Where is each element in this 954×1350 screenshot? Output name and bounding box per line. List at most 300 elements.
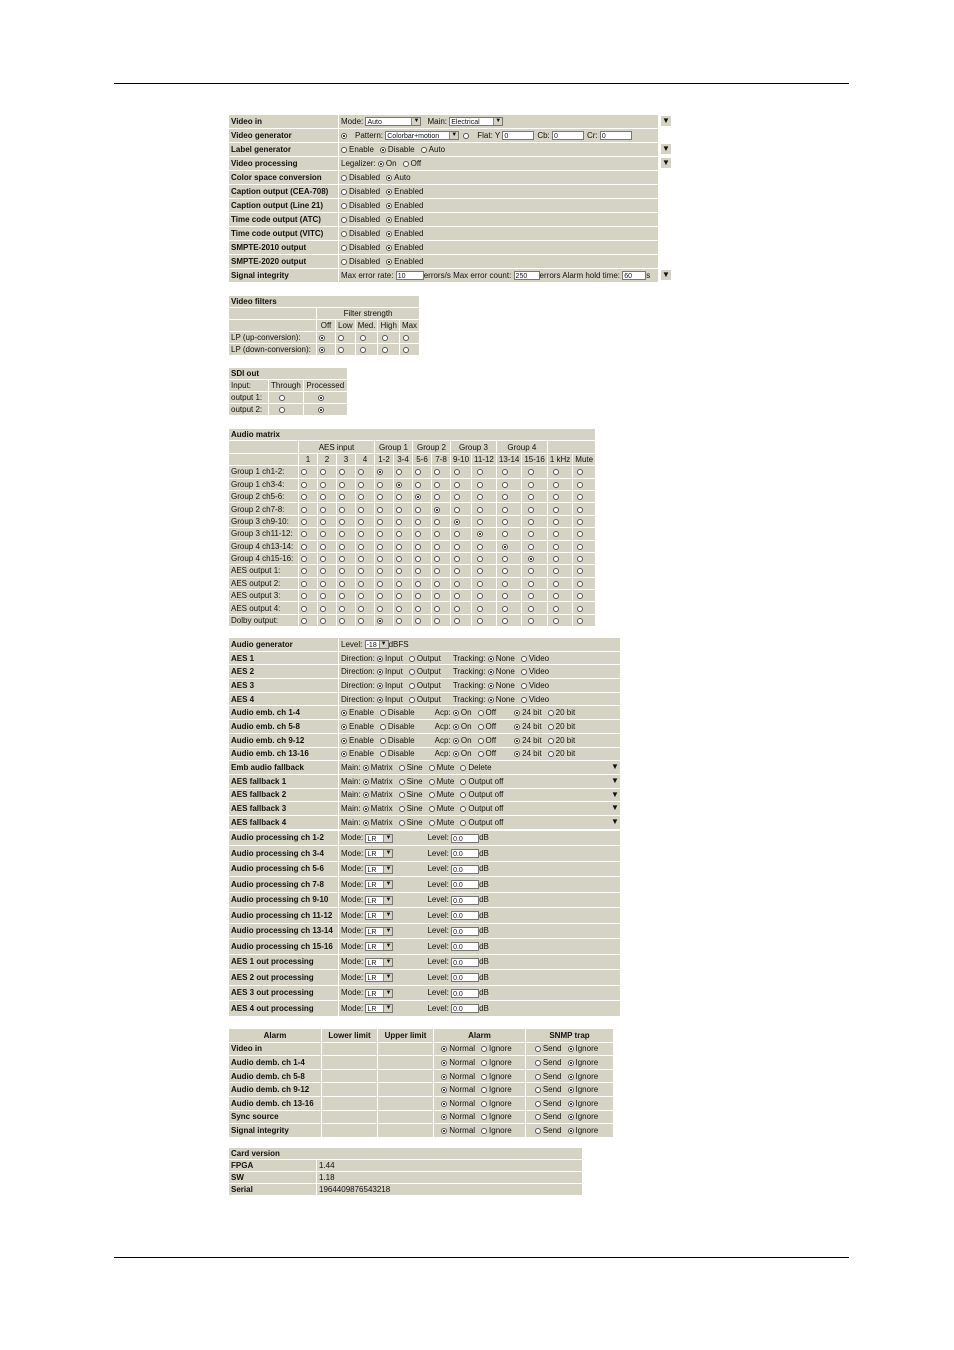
level-input[interactable]: 0.0 bbox=[451, 849, 479, 858]
radio-button-icon[interactable] bbox=[477, 544, 483, 550]
matrix-radio[interactable] bbox=[454, 480, 462, 489]
level-input[interactable]: 0.0 bbox=[451, 896, 479, 905]
matrix-radio[interactable] bbox=[528, 566, 536, 575]
matrix-radio[interactable] bbox=[301, 467, 309, 476]
radio-button-icon[interactable] bbox=[553, 606, 559, 612]
radio-button-icon[interactable] bbox=[568, 1060, 574, 1066]
radio-button-icon[interactable] bbox=[454, 544, 460, 550]
matrix-radio[interactable] bbox=[528, 616, 536, 625]
radio-option[interactable] bbox=[441, 1044, 475, 1053]
radio-button-icon[interactable] bbox=[338, 335, 344, 341]
radio-button-icon[interactable] bbox=[454, 469, 460, 475]
radio-option[interactable] bbox=[478, 749, 497, 758]
radio-button-icon[interactable] bbox=[548, 710, 554, 716]
radio-option[interactable] bbox=[548, 736, 576, 745]
radio-button-icon[interactable] bbox=[454, 531, 460, 537]
mode-select[interactable] bbox=[365, 1004, 393, 1013]
radio-option[interactable] bbox=[380, 708, 415, 717]
radio-option[interactable] bbox=[399, 763, 423, 772]
radio-option[interactable] bbox=[341, 229, 380, 238]
radio-button-icon[interactable] bbox=[502, 482, 508, 488]
radio-button-icon[interactable] bbox=[528, 469, 534, 475]
mode-select[interactable] bbox=[365, 973, 393, 982]
filter-radio[interactable] bbox=[360, 345, 368, 354]
matrix-radio[interactable] bbox=[301, 604, 309, 613]
matrix-radio[interactable] bbox=[320, 492, 328, 501]
radio-option[interactable] bbox=[363, 790, 393, 799]
radio-option[interactable] bbox=[460, 777, 503, 786]
triangle-down-icon[interactable]: ▼ bbox=[662, 116, 670, 125]
sdi-radio[interactable] bbox=[279, 405, 287, 414]
chevron-down-icon[interactable]: ▼ bbox=[383, 990, 392, 997]
radio-button-icon[interactable] bbox=[577, 568, 583, 574]
radio-button-icon[interactable] bbox=[396, 482, 402, 488]
radio-option[interactable] bbox=[386, 187, 423, 196]
radio-option[interactable] bbox=[399, 777, 423, 786]
radio-button-icon[interactable] bbox=[441, 1087, 447, 1093]
radio-button-icon[interactable] bbox=[396, 593, 402, 599]
radio-option[interactable] bbox=[568, 1044, 599, 1053]
radio-button-icon[interactable] bbox=[386, 217, 392, 223]
matrix-radio[interactable] bbox=[502, 554, 510, 563]
matrix-radio[interactable] bbox=[415, 579, 423, 588]
radio-button-icon[interactable] bbox=[341, 724, 347, 730]
radio-button-icon[interactable] bbox=[415, 519, 421, 525]
radio-button-icon[interactable] bbox=[339, 544, 345, 550]
radio-button-icon[interactable] bbox=[488, 669, 494, 675]
chevron-down-icon[interactable]: ▼ bbox=[383, 974, 392, 981]
mode-select[interactable] bbox=[365, 117, 421, 126]
level-select[interactable] bbox=[365, 640, 389, 649]
matrix-radio[interactable] bbox=[434, 554, 442, 563]
radio-option[interactable] bbox=[568, 1112, 599, 1121]
radio-button-icon[interactable] bbox=[377, 656, 383, 662]
matrix-radio[interactable] bbox=[528, 480, 536, 489]
radio-button-icon[interactable] bbox=[339, 556, 345, 562]
radio-option[interactable] bbox=[478, 708, 497, 717]
radio-button-icon[interactable] bbox=[568, 1128, 574, 1134]
radio-option[interactable] bbox=[481, 1112, 512, 1121]
sdi-radio[interactable] bbox=[318, 405, 326, 414]
radio-button-icon[interactable] bbox=[360, 335, 366, 341]
matrix-radio[interactable] bbox=[396, 579, 404, 588]
radio-button-icon[interactable] bbox=[521, 656, 527, 662]
radio-button-icon[interactable] bbox=[415, 606, 421, 612]
radio-button-icon[interactable] bbox=[301, 507, 307, 513]
radio-button-icon[interactable] bbox=[553, 618, 559, 624]
matrix-radio[interactable] bbox=[415, 604, 423, 613]
radio-button-icon[interactable] bbox=[502, 593, 508, 599]
mode-select[interactable] bbox=[365, 834, 393, 843]
radio-option[interactable] bbox=[377, 695, 403, 704]
radio-button-icon[interactable] bbox=[434, 581, 440, 587]
matrix-radio[interactable] bbox=[434, 604, 442, 613]
matrix-radio[interactable] bbox=[415, 480, 423, 489]
mode-select[interactable] bbox=[365, 989, 393, 998]
pattern-radio[interactable] bbox=[341, 131, 349, 140]
radio-option[interactable] bbox=[521, 667, 549, 676]
radio-button-icon[interactable] bbox=[382, 335, 388, 341]
matrix-radio[interactable] bbox=[577, 467, 585, 476]
radio-button-icon[interactable] bbox=[301, 556, 307, 562]
radio-button-icon[interactable] bbox=[396, 556, 402, 562]
radio-button-icon[interactable] bbox=[453, 710, 459, 716]
matrix-radio[interactable] bbox=[434, 529, 442, 538]
radio-option[interactable] bbox=[441, 1112, 475, 1121]
radio-button-icon[interactable] bbox=[386, 189, 392, 195]
matrix-radio[interactable] bbox=[477, 480, 485, 489]
matrix-radio[interactable] bbox=[577, 505, 585, 514]
radio-button-icon[interactable] bbox=[301, 544, 307, 550]
radio-option[interactable] bbox=[548, 749, 576, 758]
matrix-radio[interactable] bbox=[339, 467, 347, 476]
radio-button-icon[interactable] bbox=[481, 1087, 487, 1093]
radio-button-icon[interactable] bbox=[481, 1101, 487, 1107]
radio-button-icon[interactable] bbox=[339, 482, 345, 488]
radio-button-icon[interactable] bbox=[377, 556, 383, 562]
matrix-radio[interactable] bbox=[396, 492, 404, 501]
matrix-radio[interactable] bbox=[553, 616, 561, 625]
matrix-radio[interactable] bbox=[301, 554, 309, 563]
radio-button-icon[interactable] bbox=[358, 544, 364, 550]
radio-option[interactable] bbox=[377, 667, 403, 676]
count-input[interactable]: 250 bbox=[514, 271, 540, 280]
radio-option[interactable] bbox=[341, 736, 374, 745]
radio-button-icon[interactable] bbox=[528, 618, 534, 624]
radio-button-icon[interactable] bbox=[477, 581, 483, 587]
radio-button-icon[interactable] bbox=[301, 469, 307, 475]
radio-button-icon[interactable] bbox=[488, 656, 494, 662]
radio-button-icon[interactable] bbox=[320, 556, 326, 562]
radio-button-icon[interactable] bbox=[341, 259, 347, 265]
chevron-down-icon[interactable]: ▼ bbox=[449, 132, 458, 139]
radio-button-icon[interactable] bbox=[460, 765, 466, 771]
matrix-radio[interactable] bbox=[553, 492, 561, 501]
matrix-radio[interactable] bbox=[396, 505, 404, 514]
radio-option[interactable] bbox=[386, 215, 423, 224]
radio-button-icon[interactable] bbox=[320, 593, 326, 599]
matrix-radio[interactable] bbox=[339, 529, 347, 538]
radio-option[interactable] bbox=[409, 695, 441, 704]
radio-button-icon[interactable] bbox=[453, 751, 459, 757]
radio-button-icon[interactable] bbox=[301, 531, 307, 537]
radio-button-icon[interactable] bbox=[363, 820, 369, 826]
radio-button-icon[interactable] bbox=[409, 697, 415, 703]
radio-button-icon[interactable] bbox=[477, 618, 483, 624]
radio-button-icon[interactable] bbox=[396, 519, 402, 525]
filter-radio[interactable] bbox=[360, 333, 368, 342]
radio-button-icon[interactable] bbox=[577, 593, 583, 599]
radio-option[interactable] bbox=[478, 722, 497, 731]
matrix-radio[interactable] bbox=[434, 480, 442, 489]
radio-button-icon[interactable] bbox=[568, 1046, 574, 1052]
matrix-radio[interactable] bbox=[377, 566, 385, 575]
radio-button-icon[interactable] bbox=[441, 1101, 447, 1107]
chevron-down-icon[interactable]: ▼ bbox=[383, 959, 392, 966]
radio-button-icon[interactable] bbox=[553, 544, 559, 550]
matrix-radio[interactable] bbox=[415, 467, 423, 476]
radio-button-icon[interactable] bbox=[377, 606, 383, 612]
radio-option[interactable] bbox=[380, 749, 415, 758]
radio-button-icon[interactable] bbox=[380, 751, 386, 757]
radio-button-icon[interactable] bbox=[568, 1114, 574, 1120]
matrix-radio[interactable] bbox=[477, 604, 485, 613]
radio-button-icon[interactable] bbox=[502, 606, 508, 612]
radio-button-icon[interactable] bbox=[301, 581, 307, 587]
matrix-radio[interactable] bbox=[377, 529, 385, 538]
matrix-radio[interactable] bbox=[528, 604, 536, 613]
radio-button-icon[interactable] bbox=[535, 1101, 541, 1107]
radio-button-icon[interactable] bbox=[514, 738, 520, 744]
radio-option[interactable] bbox=[363, 804, 393, 813]
radio-button-icon[interactable] bbox=[553, 469, 559, 475]
matrix-radio[interactable] bbox=[320, 591, 328, 600]
radio-option[interactable] bbox=[378, 159, 397, 168]
radio-button-icon[interactable] bbox=[319, 335, 325, 341]
radio-button-icon[interactable] bbox=[409, 656, 415, 662]
radio-option[interactable] bbox=[441, 1126, 475, 1135]
matrix-radio[interactable] bbox=[320, 480, 328, 489]
triangle-down-icon[interactable]: ▼ bbox=[611, 789, 619, 799]
matrix-radio[interactable] bbox=[528, 492, 536, 501]
radio-button-icon[interactable] bbox=[415, 568, 421, 574]
radio-button-icon[interactable] bbox=[415, 593, 421, 599]
matrix-radio[interactable] bbox=[415, 591, 423, 600]
matrix-radio[interactable] bbox=[339, 566, 347, 575]
matrix-radio[interactable] bbox=[415, 566, 423, 575]
matrix-radio[interactable] bbox=[415, 554, 423, 563]
radio-button-icon[interactable] bbox=[502, 618, 508, 624]
radio-button-icon[interactable] bbox=[514, 751, 520, 757]
radio-option[interactable] bbox=[377, 681, 403, 690]
radio-button-icon[interactable] bbox=[301, 494, 307, 500]
radio-button-icon[interactable] bbox=[429, 792, 435, 798]
matrix-radio[interactable] bbox=[502, 542, 510, 551]
matrix-radio[interactable] bbox=[396, 517, 404, 526]
radio-button-icon[interactable] bbox=[434, 618, 440, 624]
radio-button-icon[interactable] bbox=[521, 697, 527, 703]
matrix-radio[interactable] bbox=[377, 616, 385, 625]
radio-button-icon[interactable] bbox=[358, 519, 364, 525]
cr-input[interactable]: 0 bbox=[600, 131, 632, 140]
matrix-radio[interactable] bbox=[415, 505, 423, 514]
radio-button-icon[interactable] bbox=[478, 751, 484, 757]
radio-button-icon[interactable] bbox=[553, 556, 559, 562]
radio-button-icon[interactable] bbox=[553, 507, 559, 513]
radio-option[interactable] bbox=[429, 777, 455, 786]
radio-option[interactable] bbox=[488, 695, 515, 704]
radio-option[interactable] bbox=[341, 257, 380, 266]
radio-option[interactable] bbox=[341, 722, 374, 731]
mode-select[interactable] bbox=[365, 865, 393, 874]
radio-button-icon[interactable] bbox=[477, 469, 483, 475]
chevron-down-icon[interactable]: ▼ bbox=[383, 897, 392, 904]
radio-button-icon[interactable] bbox=[378, 161, 384, 167]
radio-button-icon[interactable] bbox=[434, 531, 440, 537]
radio-button-icon[interactable] bbox=[502, 494, 508, 500]
radio-button-icon[interactable] bbox=[521, 669, 527, 675]
radio-button-icon[interactable] bbox=[341, 217, 347, 223]
matrix-radio[interactable] bbox=[553, 591, 561, 600]
matrix-radio[interactable] bbox=[528, 505, 536, 514]
radio-button-icon[interactable] bbox=[377, 531, 383, 537]
radio-button-icon[interactable] bbox=[434, 507, 440, 513]
radio-button-icon[interactable] bbox=[477, 494, 483, 500]
matrix-radio[interactable] bbox=[577, 554, 585, 563]
radio-button-icon[interactable] bbox=[301, 519, 307, 525]
radio-button-icon[interactable] bbox=[548, 751, 554, 757]
radio-option[interactable] bbox=[386, 243, 423, 252]
radio-option[interactable] bbox=[341, 215, 380, 224]
matrix-radio[interactable] bbox=[553, 542, 561, 551]
radio-option[interactable] bbox=[460, 818, 503, 827]
matrix-radio[interactable] bbox=[502, 467, 510, 476]
matrix-radio[interactable] bbox=[415, 492, 423, 501]
matrix-radio[interactable] bbox=[358, 554, 366, 563]
radio-option[interactable] bbox=[386, 257, 423, 266]
radio-option[interactable] bbox=[568, 1072, 599, 1081]
triangle-down-icon[interactable]: ▼ bbox=[662, 270, 670, 279]
radio-button-icon[interactable] bbox=[481, 1114, 487, 1120]
mode-select[interactable] bbox=[365, 896, 393, 905]
radio-option[interactable] bbox=[514, 708, 542, 717]
radio-button-icon[interactable] bbox=[377, 697, 383, 703]
triangle-down-icon[interactable]: ▼ bbox=[611, 803, 619, 813]
radio-button-icon[interactable] bbox=[320, 568, 326, 574]
chevron-down-icon[interactable]: ▼ bbox=[383, 912, 392, 919]
radio-button-icon[interactable] bbox=[454, 556, 460, 562]
matrix-radio[interactable] bbox=[320, 554, 328, 563]
radio-button-icon[interactable] bbox=[429, 765, 435, 771]
chevron-down-icon[interactable]: ▼ bbox=[493, 118, 502, 125]
radio-button-icon[interactable] bbox=[341, 175, 347, 181]
radio-button-icon[interactable] bbox=[320, 581, 326, 587]
radio-button-icon[interactable] bbox=[358, 618, 364, 624]
radio-button-icon[interactable] bbox=[434, 519, 440, 525]
radio-button-icon[interactable] bbox=[528, 482, 534, 488]
radio-button-icon[interactable] bbox=[320, 519, 326, 525]
radio-button-icon[interactable] bbox=[301, 593, 307, 599]
matrix-radio[interactable] bbox=[301, 517, 309, 526]
radio-button-icon[interactable] bbox=[339, 531, 345, 537]
chevron-down-icon[interactable]: ▼ bbox=[411, 118, 420, 125]
radio-button-icon[interactable] bbox=[481, 1060, 487, 1066]
matrix-radio[interactable] bbox=[301, 542, 309, 551]
filter-radio[interactable] bbox=[338, 333, 346, 342]
radio-option[interactable] bbox=[421, 145, 445, 154]
radio-option[interactable] bbox=[363, 818, 393, 827]
radio-button-icon[interactable] bbox=[320, 606, 326, 612]
radio-option[interactable] bbox=[429, 790, 455, 799]
radio-button-icon[interactable] bbox=[478, 710, 484, 716]
matrix-radio[interactable] bbox=[553, 505, 561, 514]
radio-option[interactable] bbox=[341, 187, 380, 196]
matrix-radio[interactable] bbox=[477, 505, 485, 514]
radio-button-icon[interactable] bbox=[429, 820, 435, 826]
matrix-radio[interactable] bbox=[415, 517, 423, 526]
matrix-radio[interactable] bbox=[301, 505, 309, 514]
mode-select[interactable] bbox=[365, 911, 393, 920]
matrix-radio[interactable] bbox=[528, 517, 536, 526]
radio-button-icon[interactable] bbox=[380, 147, 386, 153]
radio-option[interactable] bbox=[568, 1085, 599, 1094]
radio-button-icon[interactable] bbox=[320, 507, 326, 513]
radio-button-icon[interactable] bbox=[577, 494, 583, 500]
matrix-radio[interactable] bbox=[320, 579, 328, 588]
radio-button-icon[interactable] bbox=[528, 531, 534, 537]
matrix-radio[interactable] bbox=[502, 579, 510, 588]
radio-button-icon[interactable] bbox=[358, 494, 364, 500]
radio-option[interactable] bbox=[341, 749, 374, 758]
radio-button-icon[interactable] bbox=[396, 469, 402, 475]
radio-option[interactable] bbox=[341, 243, 380, 252]
radio-option[interactable] bbox=[386, 229, 423, 238]
radio-button-icon[interactable] bbox=[339, 568, 345, 574]
filter-radio[interactable] bbox=[403, 345, 411, 354]
matrix-radio[interactable] bbox=[377, 505, 385, 514]
radio-button-icon[interactable] bbox=[460, 792, 466, 798]
radio-button-icon[interactable] bbox=[415, 469, 421, 475]
radio-button-icon[interactable] bbox=[502, 581, 508, 587]
matrix-radio[interactable] bbox=[396, 480, 404, 489]
radio-option[interactable] bbox=[514, 749, 542, 758]
radio-button-icon[interactable] bbox=[577, 544, 583, 550]
radio-option[interactable] bbox=[535, 1058, 562, 1067]
level-input[interactable]: 0.0 bbox=[451, 911, 479, 920]
matrix-radio[interactable] bbox=[358, 505, 366, 514]
radio-button-icon[interactable] bbox=[441, 1114, 447, 1120]
radio-button-icon[interactable] bbox=[339, 606, 345, 612]
mode-select[interactable] bbox=[365, 880, 393, 889]
radio-option[interactable] bbox=[380, 722, 415, 731]
matrix-radio[interactable] bbox=[396, 591, 404, 600]
radio-button-icon[interactable] bbox=[380, 724, 386, 730]
level-input[interactable]: 0.0 bbox=[451, 834, 479, 843]
radio-button-icon[interactable] bbox=[341, 738, 347, 744]
radio-button-icon[interactable] bbox=[528, 593, 534, 599]
radio-button-icon[interactable] bbox=[481, 1074, 487, 1080]
radio-button-icon[interactable] bbox=[477, 507, 483, 513]
radio-button-icon[interactable] bbox=[514, 710, 520, 716]
radio-option[interactable] bbox=[341, 173, 380, 182]
filter-radio[interactable] bbox=[382, 333, 390, 342]
radio-button-icon[interactable] bbox=[454, 568, 460, 574]
filter-radio[interactable] bbox=[319, 333, 327, 342]
matrix-radio[interactable] bbox=[396, 604, 404, 613]
level-input[interactable]: 0.0 bbox=[451, 989, 479, 998]
radio-button-icon[interactable] bbox=[577, 507, 583, 513]
rate-input[interactable]: 10 bbox=[396, 271, 424, 280]
radio-button-icon[interactable] bbox=[338, 347, 344, 353]
radio-option[interactable] bbox=[481, 1072, 512, 1081]
matrix-radio[interactable] bbox=[553, 604, 561, 613]
flat-radio[interactable] bbox=[463, 131, 471, 140]
matrix-radio[interactable] bbox=[454, 467, 462, 476]
radio-button-icon[interactable] bbox=[399, 765, 405, 771]
matrix-radio[interactable] bbox=[358, 467, 366, 476]
matrix-radio[interactable] bbox=[358, 529, 366, 538]
matrix-radio[interactable] bbox=[320, 566, 328, 575]
radio-button-icon[interactable] bbox=[358, 593, 364, 599]
matrix-radio[interactable] bbox=[415, 529, 423, 538]
matrix-radio[interactable] bbox=[434, 517, 442, 526]
matrix-radio[interactable] bbox=[577, 604, 585, 613]
radio-button-icon[interactable] bbox=[341, 710, 347, 716]
matrix-radio[interactable] bbox=[377, 480, 385, 489]
radio-option[interactable] bbox=[341, 201, 380, 210]
radio-button-icon[interactable] bbox=[415, 482, 421, 488]
radio-button-icon[interactable] bbox=[441, 1074, 447, 1080]
